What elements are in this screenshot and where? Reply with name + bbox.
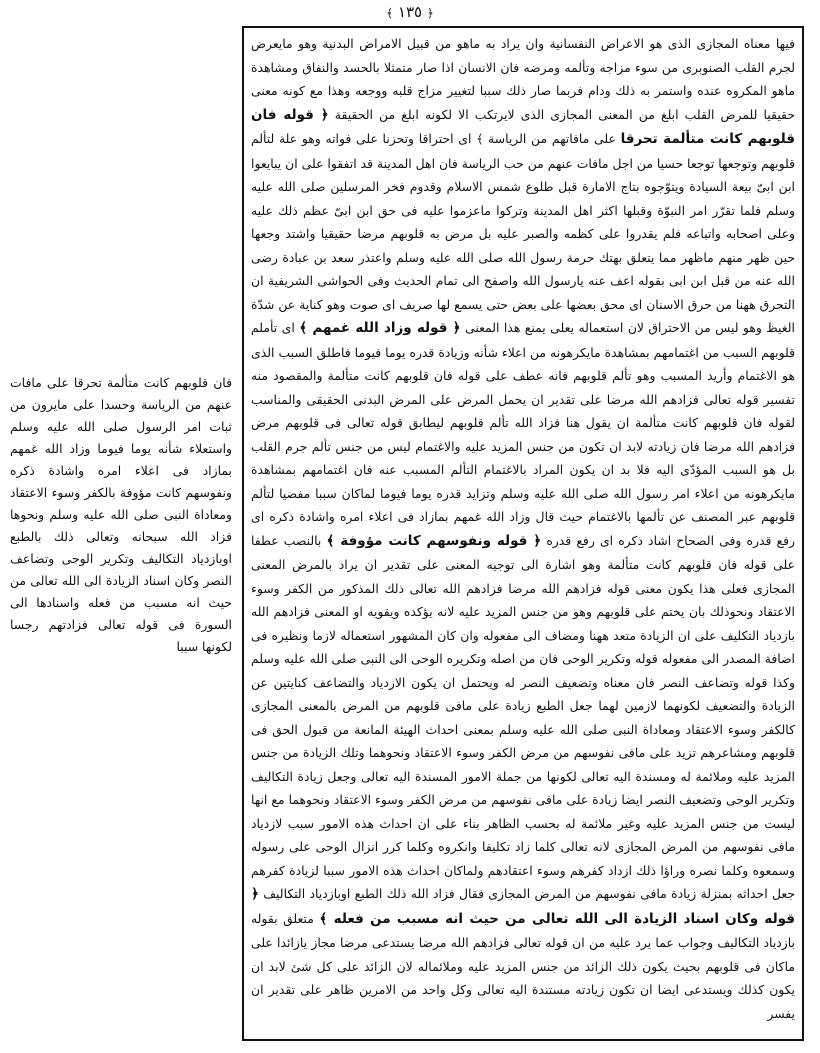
main-text-frame: [242, 26, 804, 1041]
page-number: ١٣٥: [397, 3, 423, 21]
text-segment: فيها معناه المجازى الذى هو الاعراض النفسانية وان يراد به ماهو من قبيل الامراض البدنية وهو مايعرض لجرم القلب الصنوبرى من سوء مزاجه وتألمه ومرضه فان الانسان اذا صار متمثلا بالحسد والنفاق ومشاهدة ماهو المكروه عنده واستمر به ذلك ودام فربما صار ذلك سببا لتغيير مزاج قلبه ووجعه وهذا مع كونه معنى حقيقيا للمرض القلب ابلغ من المعنى المجازى الذى لايرتكب الا لكونه ابلغ من الحقيقة: [251, 36, 795, 122]
text-segment: اى تأملم قلوبهم السبب من اغتمامهم بمشاهدة مايكرهونه من اعلاء شأنه وزيادة قدره يوما فيوما فاطلق السبب الذى هو الاغتمام وأريد المسبب وهو تألم قلوبهم فانه عطف على قوله فان قلوبهم كانت متألمة والمقصود منه تفسير قوله تعالى فزادهم الله مرضا على تقدير ان يحمل المرض على المرض البدنى الحقيقى والمناسب لقوله فان قلوبهم كانت متألمة ان يقول هنا فزاد الله تألم قلوبهم ليطابق قوله تعالى فى قلوبهم مرض فزادهم الله مرضا فان زيادته لابد ان تكون من جنس المزيد عليه والاغتمام ليس من جنس تألم جرم القلب بل هو السبب المؤدّى اليه فلا بد ان يكون المراد بالاغتمام التألم المسبب عنه فان اغتمامهم بمشاهدة مايكرهونه من اعلاء امر رسول الله صلى الله عليه وسلم وتزايد قدره يوما فيوما لماكان سببا مفضيا لتألم قلوبهم عبر المصنف عن تألمها بالاغتمام حيث قال وزاد الله غمهم بمازاد فى اعلاء امره واشادة ذكره اى رفع قدره وفى الصحاح اشاد ذكره اى رفع قدره: [251, 320, 795, 548]
text-segment: على مافاتهم من الرياسة ﴾ اى احتراقا وتحزنا على فواته وهو علة لتألم قلوبهم وتوجعها توجعا حسيا من اجل مافات عنهم من حب الرياسة فان اهل المدينة قد اتفقوا على ان يبايعوا ابن ابىّ بيعة السيادة ويتوّجوه بتاج الامارة قبل طلوع شمس الاسلام وقدوم فخر المرسلين صلى الله عليه وسلم فلما تقرّر امر النبوّة وقبلها اكثر اهل المدينة وتركوا ماعزموا عليه فى حق ابن ابىّ عظم ذلك عليه وعلى اصحابه واتباعه فلم يقدروا على كظمه والصبر عليه بل مرض به قلوبهم مرضا حقيقيا واشتد وجعها حين ظهر منهم ماظهر مما يتعلق بهتك حرمة رسول الله صلى الله عليه وسلم واعتذر سعد بن عبادة رضى الله عنه من قبل ابن ابى بقوله اعف عنه يارسول الله واصفح الى تمام الحديث وفى الحواشى الشريفية ان التحرق ههنا من حرق الاسنان اى محق بعضها على بعض حتى يسمع لها صريف اى صوت وهو كناية عن شدّة الغيظ وهو ليس من الاحتراق لان استعماله يعلى يمنع هذا المعنى: [251, 131, 795, 335]
text-segment: بالنصب عطفا على قوله فان قلوبهم كانت متألمة وهو اشارة الى توجيه المعنى على تقدير ان يراد بالمرض المعنى المجازى فعلى هذا يكون معنى قوله فزادهم الله مرضا فزادهم الله تعالى ذلك المذكور من الكفر وسوء الاعتقاد ونحوذلك بان يختم على قلوبهم وهو من جنس المزيد عليه لانه يؤكده ويقويه او المعنى فزادهم الله بازدياد التكليف على ان الزيادة متعد ههنا ومضاف الى مفعوله وان كان المشهور استعماله لازما ونظيره فى اضافة المصدر الى مفعوله قوله وتكرير الوحى فان من اصله وتكريره الوحى الى النبى صلى الله عليه وسلم وكذا قوله وتضاعف النصر فان معناه وتضعيف النصر له ويحتمل ان يكون الازدياد والتضاعف كنايتين عن الزيادة والتضعيف لكونهما لازمين لهما جعل الطبع زيادة على مافى قلوبهم من المرض بالمعنى المجازى كالكفر وسوء الاعتقاد ومعاداة النبى صلى الله عليه وسلم بمعنى احداث الهيئة المانعة من قبول الحق فى قلوبهم ومشاعرهم تزيد على مافى نفوسهم من مرض الكفر وسوء الاعتقاد ونحوهما وتلك الزيادة من جنس المزيد عليه وملائمة له ومسندة اليه تعالى لكونها من جملة الامور المسندة اليه تعالى وجعل زيادة التكاليف وتكرير الوحى وتضعيف النصر ايضا زيادة على مافى نفوسهم من مرض الكفر وسوء الاعتقاد ونحوهما مع انها ليست من جنس المزيد عليه وغير ملائمة له بحسب الظاهر بناء على ان احداث هذه الامور سبب لازدياد مافى نفوسهم من المرض المجازى لانه تعالى كلما زاد تكليفا وانكروه وكلما كرر انزال الوحى على رسوله وسمعوه وكلما نصره وراؤا ذلك ازداد كفرهم وسوء اعتقادهم ولماكان احداث هذه الامور سببا لزيادة كفرهم جعل احداثه بمنزلة زيادة مافى نفوسهم من المرض المجازى فقال فزاد الله ذلك الطبع اوبازدياد التكاليف: [251, 532, 795, 901]
header-ornament-left: ﴾: [386, 6, 394, 20]
main-commentary-text: [251, 32, 795, 1025]
text-segment: متعلق بقوله بازدياد التكاليف وجواب عما يرد عليه من ان قوله تعالى فزادهم الله مرضا يستدعى مرضا مجاز يازائدا على ماكان فى قلوبهم بحيث يكون ذلك الزائد من جنس المزيد عليه وملائماله لان الزائد على كل شئ لابد ان يكون كذلك ويستدعى ايضا ان تكون زيادته مستندة اليه تعالى وكل واحد من الامرين ظاهر على تقدير ان يفسر: [251, 910, 795, 1021]
keyword-qawluhu: ﴿ قوله ونفوسهم كانت مؤوفة ﴾: [326, 532, 542, 549]
header-ornament-right: ﴿: [426, 6, 434, 20]
keyword-qawluhu: ﴿ قوله فان قلوبهم كانت متألمة تحرقا: [251, 106, 795, 147]
keyword-qawluhu: ﴿ قوله وزاد الله غمهم ﴾: [299, 320, 461, 336]
page-header: [0, 2, 820, 23]
keyword-qawluhu: ﴿ قوله وكان اسناد الزيادة الى الله تعالى من حيث انه مسبب من فعله ﴾: [251, 886, 795, 927]
margin-note: فان قلوبهم كانت متألمة تحرقا على مافات عنهم من الرياسة وحسدا على مايرون من ثبات امر الرسول صلى الله عليه وسلم واستعلاء شأنه يوما فيوما وزاد الله غمهم بمازاد فى اعلاء امره واشادة ذكره ونفوسهم كانت مؤوفة بالكفر وسوء الاعتقاد ومعاداة النبى صلى الله عليه وسلم ونحوها فزاد الله سبحانه وتعالى ذلك بالطبع اوبازدياد التكاليف وتكرير الوحى وتضاعف النصر وكان اسناد الزيادة الى الله تعالى من حيث انه مسبب من فعله واسنادها الى السورة فى قوله تعالى فزادتهم رجسا لكونها سببا: [10, 375, 232, 654]
